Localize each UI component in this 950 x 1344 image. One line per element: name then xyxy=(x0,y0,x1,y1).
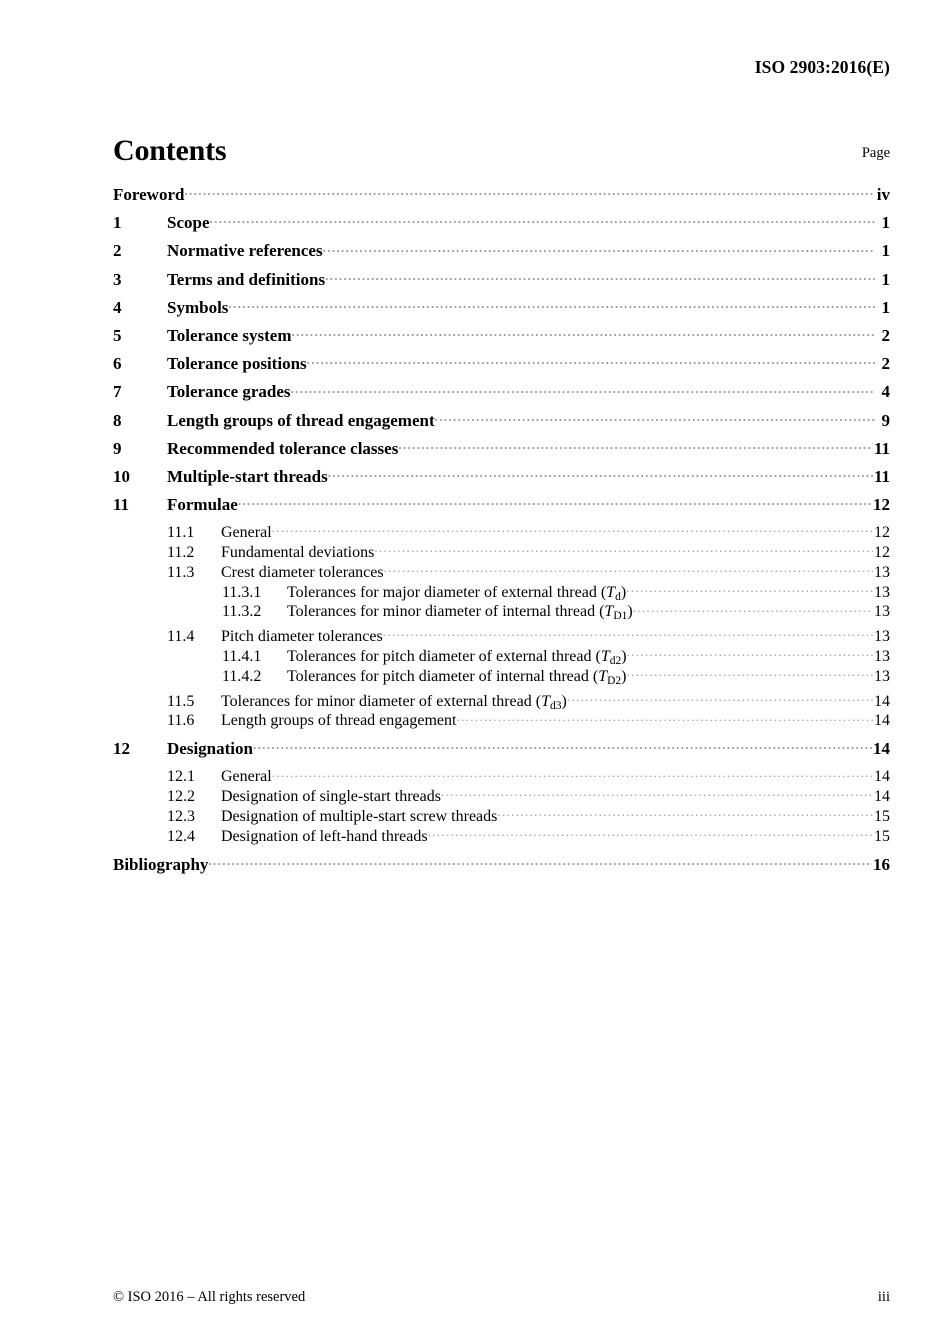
toc-entry-title: Recommended tolerance classes xyxy=(167,438,399,458)
toc-entry[interactable] xyxy=(113,493,890,521)
toc-entry-number: 12.4 xyxy=(167,827,195,845)
toc-entry-page-number: 1 xyxy=(881,241,890,261)
toc-entry[interactable] xyxy=(113,465,890,493)
toc-entry-number: 2 xyxy=(113,241,122,261)
dot-leader xyxy=(567,690,873,706)
toc-entry-title: Length groups of thread engagement xyxy=(167,410,435,430)
dot-leader xyxy=(328,465,873,482)
toc-entry[interactable] xyxy=(113,600,890,623)
toc-entry-title: Normative references xyxy=(167,241,323,261)
dot-leader xyxy=(272,765,873,781)
toc-entry[interactable] xyxy=(113,665,890,688)
toc-entry-page-number: 2 xyxy=(881,354,890,374)
dot-leader xyxy=(208,853,872,870)
toc-entry[interactable] xyxy=(113,765,890,785)
toc-entry-page-number: 1 xyxy=(881,213,890,233)
dot-leader xyxy=(441,785,873,801)
dot-leader xyxy=(307,352,875,369)
dot-leader xyxy=(428,825,873,841)
toc-entry-page-number: 13 xyxy=(874,628,890,646)
toc-entry[interactable] xyxy=(113,239,890,267)
toc-entry[interactable] xyxy=(113,709,890,729)
toc-entry[interactable] xyxy=(113,296,890,324)
toc-entry-number: 11.1 xyxy=(167,524,195,542)
toc-entry-page-number: 9 xyxy=(881,410,890,430)
toc-entry[interactable] xyxy=(113,805,890,825)
dot-leader xyxy=(292,324,876,341)
toc-entry-title: Tolerances for minor diameter of external thread $(T_{d3})$ xyxy=(221,692,567,712)
toc-entry[interactable] xyxy=(113,541,890,561)
toc-entry-title: General xyxy=(221,768,272,786)
toc-entry-title: Tolerance system xyxy=(167,325,292,345)
dot-leader xyxy=(210,211,876,228)
toc-entry[interactable] xyxy=(113,645,890,668)
dot-leader xyxy=(184,183,875,200)
toc-entry-title: Scope xyxy=(167,213,210,233)
toc-entry-page-number: 13 xyxy=(874,667,890,685)
toc-entry-page-number: 4 xyxy=(881,382,890,402)
toc-entry-page-number: 15 xyxy=(874,808,890,825)
dot-leader xyxy=(228,296,875,313)
toc-entry[interactable] xyxy=(113,785,890,805)
toc-entry-title: Symbols xyxy=(167,297,229,317)
toc-entry[interactable] xyxy=(113,211,890,239)
toc-entry-page-number: 11 xyxy=(873,466,890,486)
toc-entry-page-number: 1 xyxy=(881,269,890,289)
toc-entry-page-number: iv xyxy=(876,185,890,204)
toc-entry-number: 11 xyxy=(113,495,130,515)
toc-entry-title: Multiple-start threads xyxy=(167,466,328,486)
toc-entry-page-number: 14 xyxy=(874,712,890,730)
toc-entry-page-number: 13 xyxy=(874,648,890,666)
toc-entry-title: Tolerances for minor diameter of internal thread $(T_{D1})$ xyxy=(287,603,633,623)
toc-entry-title: Foreword xyxy=(113,185,185,204)
toc-entry-page-number: 12 xyxy=(874,524,890,542)
symbol-subscript: d xyxy=(615,590,621,603)
toc-entry-number: 11.6 xyxy=(167,712,195,730)
document-footer xyxy=(113,1286,890,1306)
toc-entry[interactable] xyxy=(113,853,890,881)
toc-entry-title: Tolerances for major diameter of external thread $(T_d)$ xyxy=(287,583,627,603)
toc-entry[interactable] xyxy=(113,409,890,437)
dot-leader xyxy=(253,737,872,754)
toc-entry-page-number: 2 xyxy=(881,325,890,345)
symbol-italic: $T_d$ xyxy=(606,583,621,603)
toc-entry-title: Formulae xyxy=(167,495,238,515)
toc-entry-number: 10 xyxy=(113,466,130,486)
symbol-italic: $T_{D1}$ xyxy=(604,603,628,623)
toc-entry-title: Length groups of thread engagement xyxy=(221,712,457,730)
toc-entry-title: Bibliography xyxy=(113,854,209,874)
toc-entry-title: Designation of multiple-start screw threads xyxy=(221,808,498,825)
footer-copyright: © ISO 2016 – All rights reserved xyxy=(113,1289,306,1305)
toc-entry[interactable] xyxy=(113,625,890,645)
toc-entry-title: Tolerance grades xyxy=(167,382,291,402)
toc-entry[interactable] xyxy=(113,737,890,765)
toc-entry-number: 9 xyxy=(113,438,122,458)
toc-entry-page-number: 11 xyxy=(873,438,890,458)
symbol-italic: $T_{d3}$ xyxy=(541,692,562,712)
dot-leader xyxy=(398,437,873,454)
toc-entry-number: 11.3 xyxy=(167,563,195,581)
toc-entry[interactable] xyxy=(113,521,890,541)
toc-entry-number: 8 xyxy=(113,410,122,430)
toc-entry-number: 7 xyxy=(113,382,122,402)
contents-title-row xyxy=(113,128,890,166)
dot-leader xyxy=(633,600,873,616)
toc-entry-number: 11.3.1 xyxy=(222,583,262,601)
toc-entry-number: 12.1 xyxy=(167,768,195,786)
dot-leader xyxy=(456,709,873,725)
toc-entry-page-number: 1 xyxy=(881,297,890,317)
symbol-subscript: d3 xyxy=(549,699,562,712)
dot-leader xyxy=(323,239,875,256)
symbol-subscript: D1 xyxy=(613,610,628,623)
dot-leader xyxy=(435,409,875,426)
toc-entry[interactable] xyxy=(113,183,890,211)
toc-entry-page-number: 14 xyxy=(874,692,890,710)
toc-entry[interactable] xyxy=(113,437,890,465)
dot-leader xyxy=(627,665,874,681)
toc-entry-number: 11.4 xyxy=(167,628,195,646)
dot-leader xyxy=(374,541,873,557)
toc-entry-number: 6 xyxy=(113,354,122,374)
toc-entry-page-number: 13 xyxy=(874,563,890,581)
toc-entry[interactable] xyxy=(113,380,890,408)
toc-entry[interactable] xyxy=(113,561,890,581)
toc-entry-page-number: 15 xyxy=(874,827,890,845)
toc-entry-page-number: 12 xyxy=(874,544,890,562)
symbol-subscript: D2 xyxy=(607,675,622,688)
toc-entry-title: Tolerance positions xyxy=(167,354,307,374)
toc-entry-number: 11.5 xyxy=(167,692,195,710)
table-of-contents xyxy=(113,183,890,881)
toc-entry-title: Designation of single-start threads xyxy=(221,788,441,806)
toc-entry-page-number: 13 xyxy=(874,583,890,601)
dot-leader xyxy=(238,493,872,510)
toc-entry[interactable] xyxy=(113,268,890,296)
symbol-italic: $T_{d2}$ xyxy=(600,648,622,668)
toc-entry-page-number: 14 xyxy=(873,739,890,759)
toc-entry-title: Terms and definitions xyxy=(167,269,326,289)
toc-entry-page-number: 13 xyxy=(874,603,890,621)
toc-entry-page-number: 12 xyxy=(873,495,890,515)
dot-leader xyxy=(325,268,875,285)
symbol-subscript: d2 xyxy=(609,655,622,668)
toc-entry-number: 12.2 xyxy=(167,788,195,806)
toc-entry-page-number: 14 xyxy=(874,768,890,786)
toc-entry-number: 11.3.2 xyxy=(222,603,262,621)
toc-entry-title: Fundamental deviations xyxy=(221,544,375,562)
toc-entry[interactable] xyxy=(113,352,890,380)
toc-entry-title: Designation of left-hand threads xyxy=(221,827,428,845)
footer-page-number: iii xyxy=(877,1289,890,1305)
toc-entry-title: Tolerances for pitch diameter of internal thread $(T_{D2})$ xyxy=(287,667,627,688)
toc-entry-number: 1 xyxy=(113,213,122,233)
toc-entry[interactable] xyxy=(113,324,890,352)
toc-entry-title: Tolerances for pitch diameter of external thread $(T_{d2})$ xyxy=(287,648,627,668)
toc-entry-number: 5 xyxy=(113,325,122,345)
toc-entry[interactable] xyxy=(113,581,890,601)
page-column-header: Page xyxy=(861,145,890,161)
toc-entry-number: 4 xyxy=(113,297,122,317)
toc-entry[interactable] xyxy=(113,690,890,710)
toc-entry-number: 3 xyxy=(113,269,122,289)
dot-leader xyxy=(627,645,873,661)
toc-entry-number: 11.2 xyxy=(167,544,195,562)
symbol-italic: $T_{D2}$ xyxy=(598,667,622,688)
toc-entry-title: Pitch diameter tolerances xyxy=(221,628,383,646)
toc-entry-page-number: 14 xyxy=(874,788,890,806)
dot-leader xyxy=(383,625,873,641)
toc-entry-number: 11.4.1 xyxy=(222,648,262,666)
toc-entry-title: Crest diameter tolerances xyxy=(221,563,384,581)
dot-leader xyxy=(497,805,873,821)
document-header-standard-reference: ISO 2903:2016(E) xyxy=(754,57,890,77)
toc-entry[interactable] xyxy=(113,825,890,845)
toc-entry-title: Designation xyxy=(167,739,253,759)
dot-leader xyxy=(272,521,873,537)
dot-leader xyxy=(626,581,873,597)
toc-entry-number: 12 xyxy=(113,739,130,759)
dot-leader xyxy=(291,380,875,397)
toc-entry-page-number: 16 xyxy=(873,854,890,874)
toc-entry-title: General xyxy=(221,524,272,542)
toc-entry-number: 12.3 xyxy=(167,808,195,825)
page-title: Contents xyxy=(113,134,227,167)
toc-entry-number: 11.4.2 xyxy=(222,667,262,685)
dot-leader xyxy=(384,561,873,577)
